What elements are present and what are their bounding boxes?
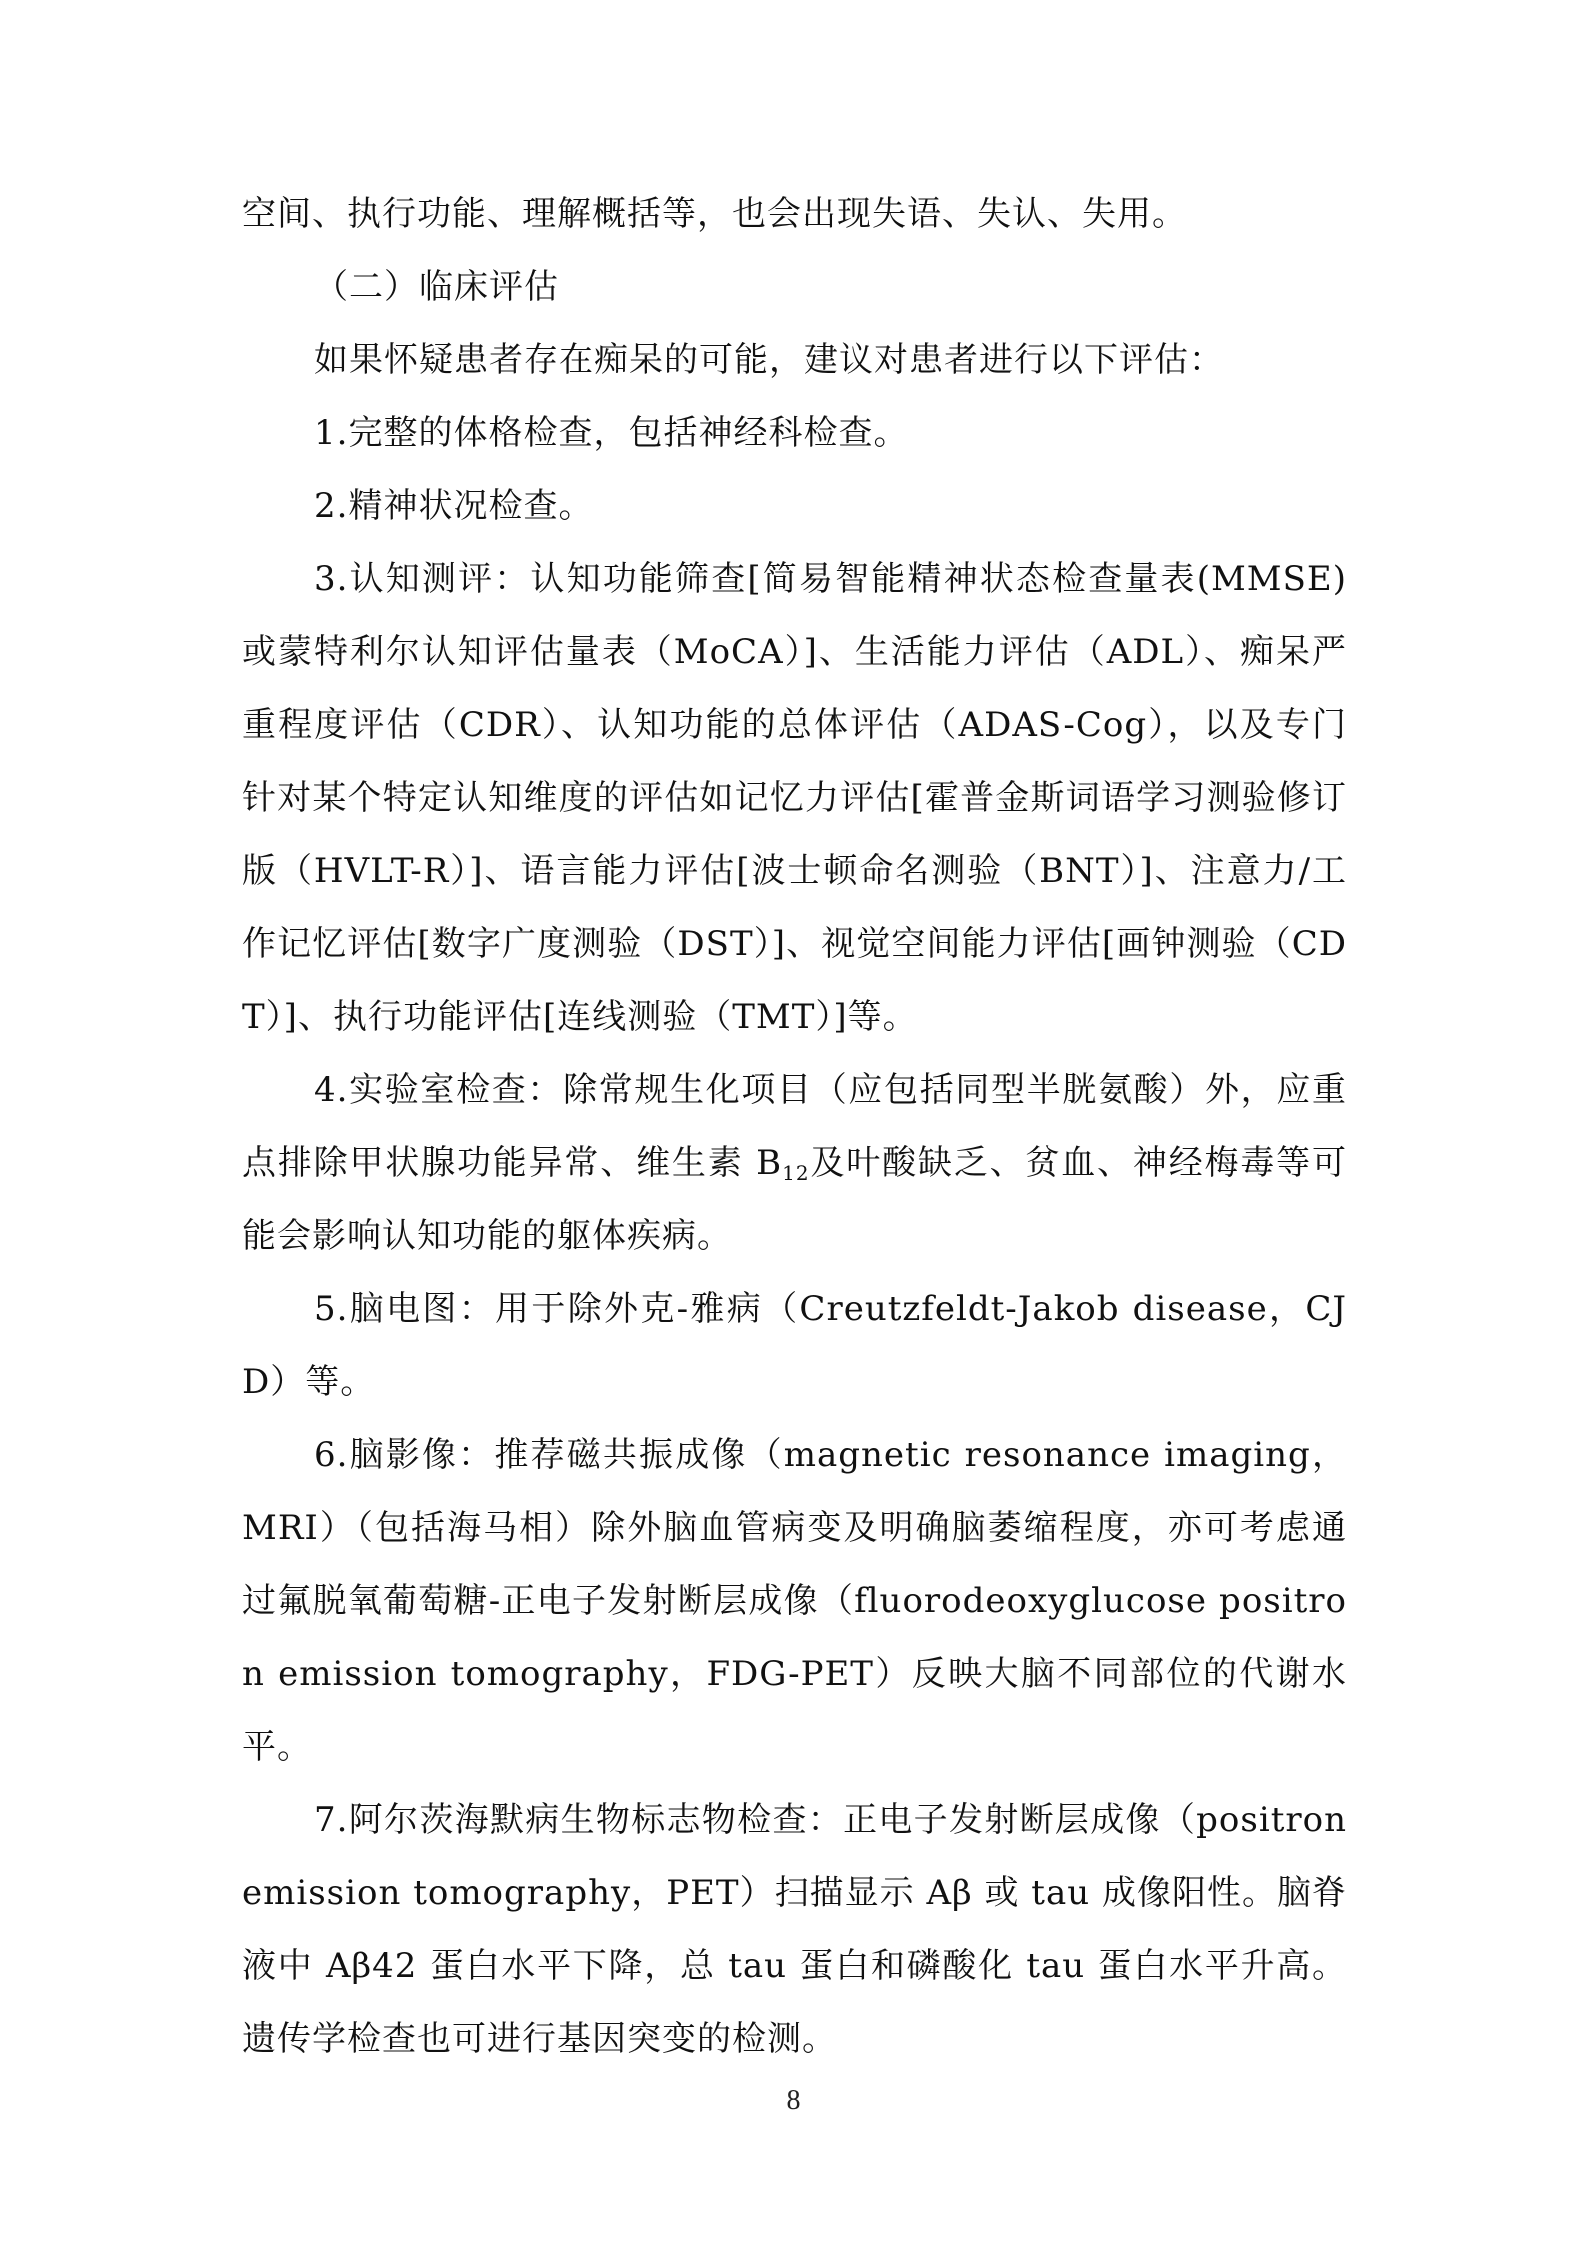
paragraph-text: 4.实验室检查：除常规生化项目（应包括同型半胱氨酸）外，应重点排除甲状腺功能异常、维生素 B xyxy=(242,1070,1347,1183)
paragraph-text: 2.精神状况检查。 xyxy=(314,486,594,526)
paragraph-continuation xyxy=(242,178,1347,251)
list-item-physical-exam xyxy=(242,397,1347,470)
document-body xyxy=(242,178,1347,2076)
section-heading-clinical-assessment xyxy=(242,251,1347,324)
list-item-eeg xyxy=(242,1273,1347,1419)
paragraph-text: 空间、执行功能、理解概括等，也会出现失语、失认、失用。 xyxy=(242,194,1187,234)
page-number: 8 xyxy=(786,2085,801,2116)
list-item-cognitive-assessment xyxy=(242,543,1347,1054)
paragraph-text: 5.脑电图：用于除外克-雅病（Creutzfeldt-Jakob disease，CJD）等。 xyxy=(242,1289,1347,1402)
paragraph-text: 及叶酸缺乏、贫血、神经梅毒等可能会影响认知功能的躯体疾病。 xyxy=(242,1143,1347,1256)
paragraph-text: 3.认知测评：认知功能筛查[简易智能精神状态检查量表(MMSE)或蒙特利尔认知评估量表（MoCA）]、生活能力评估（ADL）、痴呆严重程度评估（CDR）、认知功能的总体评估（ADAS-Cog），以及专门针对某个特定认知维度的评估如记忆力评估[霍普金斯词语学习测验修订版（HVLT-R）]、语言能力评估[波士顿命名测验（BNT）]、注意力/工作记忆评估[数字广度测验（DST）]、视觉空间能力评估[画钟测验（CDT）]、执行功能评估[连线测验（TMT）]等。 xyxy=(242,559,1347,1037)
list-item-lab-tests xyxy=(242,1054,1347,1273)
paragraph-text: 1.完整的体格检查，包括神经科检查。 xyxy=(314,413,909,453)
subscript-vitamin-b12: 12 xyxy=(782,1161,810,1185)
heading-text: （二）临床评估 xyxy=(314,267,559,307)
paragraph-text: 7.阿尔茨海默病生物标志物检查：正电子发射断层成像（positron emission tomography，PET）扫描显示 Aβ 或 tau 成像阳性。脑脊液中 Aβ42 蛋白水平下降，总 tau 蛋白和磷酸化 tau 蛋白水平升高。遗传学检查也可进行基因突变的检测。 xyxy=(242,1800,1347,2059)
list-item-biomarkers xyxy=(242,1784,1347,2076)
list-item-brain-imaging xyxy=(242,1419,1347,1784)
paragraph-text: 6.脑影像：推荐磁共振成像（magnetic resonance imaging，MRI）（包括海马相）除外脑血管病变及明确脑萎缩程度，亦可考虑通过氟脱氧葡萄糖-正电子发射断层成像（fluorodeoxyglucose positron emission tomography，FDG-PET）反映大脑不同部位的代谢水平。 xyxy=(242,1435,1347,1767)
paragraph-intro xyxy=(242,324,1347,397)
paragraph-text: 如果怀疑患者存在痴呆的可能，建议对患者进行以下评估： xyxy=(314,340,1224,380)
list-item-mental-status xyxy=(242,470,1347,543)
